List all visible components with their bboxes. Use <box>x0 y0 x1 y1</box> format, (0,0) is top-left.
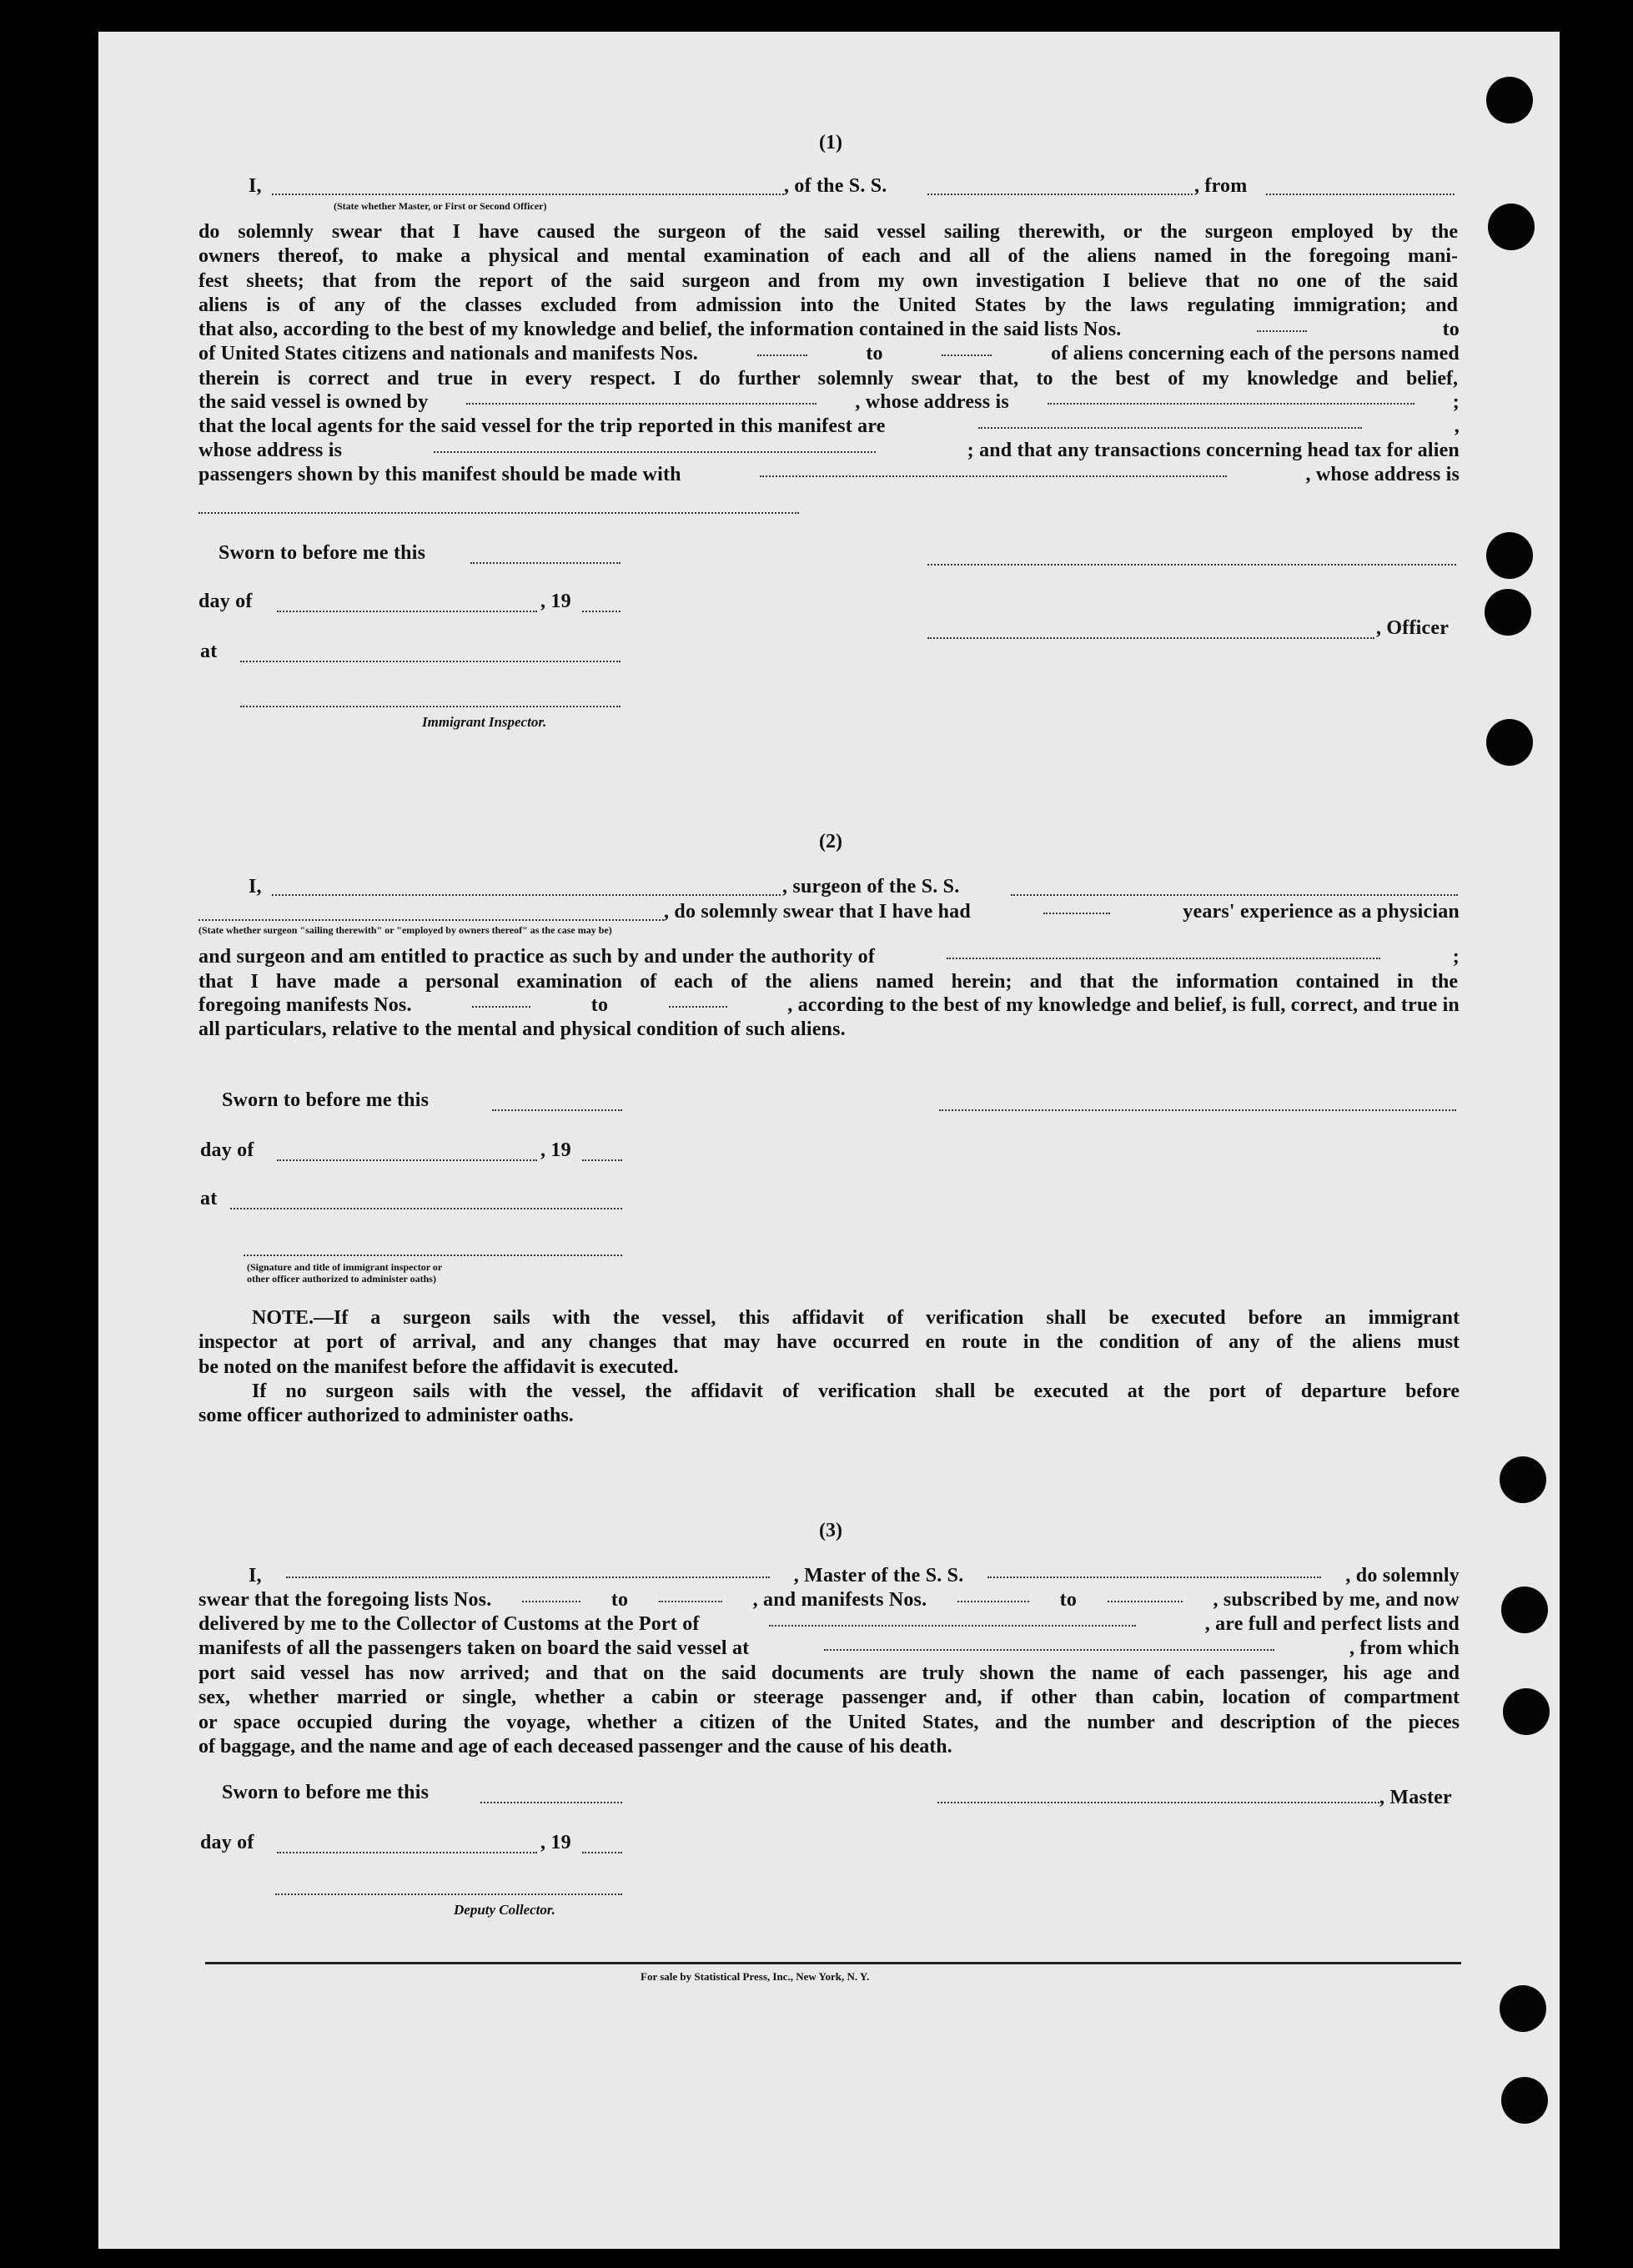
text-line: aliens is of any of the classes excluded from admission into the United States by the laws regulating immigration; and <box>198 294 1458 316</box>
immigrant-inspector-label: Immigrant Inspector. <box>422 714 547 730</box>
text-to: to <box>610 1589 629 1611</box>
sec2-line5 <box>198 994 1460 1017</box>
footer-rule <box>205 1962 1461 1964</box>
sec1-line8 <box>198 391 1460 414</box>
sec2-year-field[interactable] <box>582 1159 622 1161</box>
binder-hole <box>1500 1456 1546 1503</box>
manifest-from-field[interactable] <box>757 343 807 356</box>
sec3-line1 <box>249 1565 1460 1587</box>
binder-hole <box>1486 532 1533 579</box>
master-label: , Master <box>1379 1787 1452 1808</box>
surgeon-note-paragraph <box>198 1306 1460 1428</box>
sec3-line4 <box>198 1637 1460 1660</box>
printer-footer: For sale by Statistical Press, Inc., New York, N. Y. <box>641 1970 870 1983</box>
port-field[interactable] <box>769 1613 1136 1627</box>
text-line: If no surgeon sails with the vessel, the affidavit of verification shall be executed at the port of departure before <box>252 1380 1460 1402</box>
text-line: NOTE.—If a surgeon sails with the vessel, this affidavit of verification shall be executed before an immigrant <box>252 1307 1460 1329</box>
text-line: fest sheets; that from the report of the said surgeon and from my own investigation I believe that no one of the said <box>198 269 1458 292</box>
signature-note-2: other officer authorized to administer oaths) <box>247 1273 436 1285</box>
text-line: ; <box>1452 391 1460 413</box>
sec1-signature-line[interactable] <box>927 564 1456 566</box>
text-line: , according to the best of my knowledge and belief, is full, correct, and true in <box>787 994 1460 1016</box>
sec2-ship-field[interactable] <box>1011 894 1458 896</box>
sec1-line6 <box>198 343 1460 365</box>
sec2-sworn-field[interactable] <box>492 1109 622 1111</box>
surgeon-status-field[interactable] <box>198 919 664 921</box>
sec1-day-field[interactable] <box>277 611 537 612</box>
sec3-dayof-label: day of <box>200 1832 254 1853</box>
ship-name-field[interactable] <box>927 194 1193 195</box>
inspector-signature-field[interactable] <box>240 706 621 707</box>
text-line: , are full and perfect lists and <box>1204 1613 1460 1635</box>
head-tax-address-field[interactable] <box>198 512 799 514</box>
sec1-line11 <box>198 464 1460 486</box>
text-to: to <box>1059 1589 1078 1611</box>
sec1-paragraph <box>198 220 1458 318</box>
sec2-year-label: , 19 <box>540 1139 571 1161</box>
surgeon-status-note: (State whether surgeon "sailing therewith" or "employed by owners thereof" as the case may be) <box>198 924 612 936</box>
officer-label: , Officer <box>1376 617 1450 639</box>
sec3-sworn-label: Sworn to before me this <box>222 1782 430 1803</box>
sec3-paragraph <box>198 1662 1460 1759</box>
sec2-dayof-label: day of <box>200 1139 254 1161</box>
sec3-lists-to-field[interactable] <box>659 1589 722 1602</box>
sec2-line3 <box>198 946 1460 968</box>
sec1-sworn-field[interactable] <box>470 562 621 564</box>
sec1-year-field[interactable] <box>582 611 621 612</box>
section-2-number: (2) <box>819 831 842 852</box>
text-line: manifests of all the passengers taken on board the said vessel at <box>198 1637 750 1659</box>
administering-officer-field[interactable] <box>244 1255 622 1256</box>
text-line: the said vessel is owned by <box>198 391 429 413</box>
owner-field[interactable] <box>466 391 816 405</box>
text-line: , subscribed by me, and now <box>1213 1589 1460 1611</box>
sec1-line10 <box>198 440 1460 462</box>
surgeon-ss-label: , surgeon of the S. S. <box>782 876 960 898</box>
sec2-i-label: I, <box>249 876 262 898</box>
text-line: whose address is <box>198 440 343 461</box>
signature-note-1: (Signature and title of immigrant inspector or <box>247 1261 443 1273</box>
sec1-line5 <box>198 319 1460 341</box>
sec2-at-label: at <box>200 1188 218 1209</box>
sec2-manifest-from-field[interactable] <box>472 994 530 1008</box>
sec3-day-field[interactable] <box>277 1852 537 1853</box>
text-line: of United States citizens and nationals and manifests Nos. <box>198 343 698 365</box>
master-name-field[interactable] <box>286 1565 770 1578</box>
text-line: passengers shown by this manifest should be made with <box>198 464 681 485</box>
state-officer-note: (State whether Master, or First or Second Officer) <box>334 200 547 212</box>
text-line: of baggage, and the name and age of each deceased passenger and the cause of his death. <box>198 1735 952 1758</box>
text-line: or space occupied during the voyage, whether a citizen of the United States, and the number and description of the pieces <box>198 1711 1460 1733</box>
text-line: , whose address is <box>855 391 1009 413</box>
deputy-collector-label: Deputy Collector. <box>454 1902 555 1918</box>
boarding-port-field[interactable] <box>824 1637 1274 1651</box>
sec3-ship-field[interactable] <box>987 1565 1321 1578</box>
sec2-day-field[interactable] <box>277 1159 537 1161</box>
text-line: be noted on the manifest before the affidavit is executed. <box>198 1355 679 1378</box>
text-line: ; <box>1452 946 1460 968</box>
text-line: foregoing manifests Nos. <box>198 994 412 1016</box>
text-line: , Master of the S. S. <box>793 1565 964 1587</box>
of-ss-label: , of the S. S. <box>784 175 887 197</box>
text-line: , whose address is <box>1305 464 1460 485</box>
binder-hole <box>1503 1688 1550 1735</box>
text-line: inspector at port of arrival, and any changes that may have occurred en route in the condition of any of the aliens must <box>198 1331 1460 1354</box>
section-3-number: (3) <box>819 1520 842 1541</box>
section-1-number: (1) <box>819 132 842 153</box>
sec3-line2 <box>198 1589 1460 1612</box>
from-label: , from <box>1194 175 1248 197</box>
text-line: and surgeon and am entitled to practice as such by and under the authority of <box>198 946 876 968</box>
officer-name-field[interactable] <box>272 194 784 195</box>
sec3-lists-from-field[interactable] <box>522 1589 580 1602</box>
binder-hole <box>1501 1587 1548 1633</box>
agents-address-field[interactable] <box>434 440 876 453</box>
sec3-year-field[interactable] <box>582 1852 622 1853</box>
sec2-sworn-label: Sworn to before me this <box>222 1089 430 1111</box>
sec1-year-label: , 19 <box>540 591 571 612</box>
local-agents-field[interactable] <box>978 415 1362 429</box>
sec1-sworn-label: Sworn to before me this <box>219 542 426 564</box>
sec2-line2 <box>664 901 1460 923</box>
binder-hole <box>1486 719 1533 766</box>
text-line: that also, according to the best of my knowledge and belief, the information contained in the said lists Nos. <box>198 319 1122 340</box>
sec2-at-field[interactable] <box>230 1208 622 1209</box>
binder-hole <box>1501 2077 1548 2124</box>
sec1-at-field[interactable] <box>240 661 621 662</box>
text-line: do solemnly swear that I have caused the surgeon of the said vessel sailing therewith, or the surgeon employed by the <box>198 221 1458 243</box>
binder-hole <box>1488 204 1535 250</box>
deputy-collector-field[interactable] <box>275 1893 622 1895</box>
binder-hole <box>1486 77 1533 123</box>
sec1-dayof-label: day of <box>198 591 253 612</box>
text-to: to <box>1442 319 1460 340</box>
sec3-year-label: , 19 <box>540 1832 571 1853</box>
sec3-line3 <box>198 1613 1460 1636</box>
sec3-manifest-to-field[interactable] <box>1108 1589 1183 1602</box>
lists-nos-field[interactable] <box>1257 319 1307 332</box>
sec1-line9 <box>198 415 1460 438</box>
label-i: I, <box>249 175 262 197</box>
text-line: swear that the foregoing lists Nos. <box>198 1589 492 1611</box>
sec3-manifest-from-field[interactable] <box>957 1589 1029 1602</box>
sec3-sworn-field[interactable] <box>480 1802 622 1803</box>
text-line: sex, whether married or single, whether a cabin or steerage passenger and, if other than cabin, location of compartment <box>198 1687 1460 1709</box>
text-line: , do solemnly swear that I have had <box>664 901 971 923</box>
label-i: I, <box>249 1565 262 1587</box>
surgeon-signature-field[interactable] <box>939 1109 1456 1111</box>
text-line: ; and that any transactions concerning head tax for alien <box>967 440 1460 461</box>
years-experience-field[interactable] <box>1043 901 1110 914</box>
text-line: port said vessel has now arrived; and that on the said documents are truly shown the name of each passenger, his age and <box>198 1662 1460 1684</box>
text-to: to <box>866 343 883 365</box>
officer-signature-field[interactable] <box>927 637 1374 639</box>
surgeon-name-field[interactable] <box>272 894 781 896</box>
head-tax-party-field[interactable] <box>760 464 1227 477</box>
text-line: , and manifests Nos. <box>752 1589 927 1611</box>
text-line: that I have made a personal examination of each of the aliens named herein; and that the information contained in the <box>198 971 1458 993</box>
binder-hole <box>1500 1985 1546 2032</box>
text-to: to <box>590 994 609 1016</box>
master-signature-field[interactable] <box>937 1802 1379 1803</box>
text-line: , <box>1454 415 1460 437</box>
sec2-line6: all particulars, relative to the mental and physical condition of such aliens. <box>198 1018 846 1040</box>
text-line: therein is correct and true in every respect. I do further solemnly swear that, to the best of my knowledge and belief, <box>198 368 1458 390</box>
manifest-to-field[interactable] <box>942 343 992 356</box>
sec1-line7 <box>198 367 1458 391</box>
sec2-manifest-to-field[interactable] <box>669 994 727 1008</box>
binder-hole <box>1485 589 1531 636</box>
text-line: , do solemnly <box>1345 1565 1460 1587</box>
text-line: delivered by me to the Collector of Customs at the Port of <box>198 1613 700 1635</box>
text-line: years' experience as a physician <box>1183 901 1460 923</box>
from-port-field[interactable] <box>1266 194 1455 195</box>
owner-address-field[interactable] <box>1048 391 1414 405</box>
text-line: that the local agents for the said vessel for the trip reported in this manifest are <box>198 415 886 437</box>
sec2-line4 <box>198 970 1458 994</box>
text-line: some officer authorized to administer oaths. <box>198 1405 574 1427</box>
sec1-at-label: at <box>200 641 218 662</box>
authority-field[interactable] <box>947 946 1380 959</box>
text-line: , from which <box>1349 1637 1460 1659</box>
text-line: owners thereof, to make a physical and mental examination of each and all of the aliens named in the foregoing mani- <box>198 245 1458 268</box>
text-line: of aliens concerning each of the persons named <box>1051 343 1460 365</box>
